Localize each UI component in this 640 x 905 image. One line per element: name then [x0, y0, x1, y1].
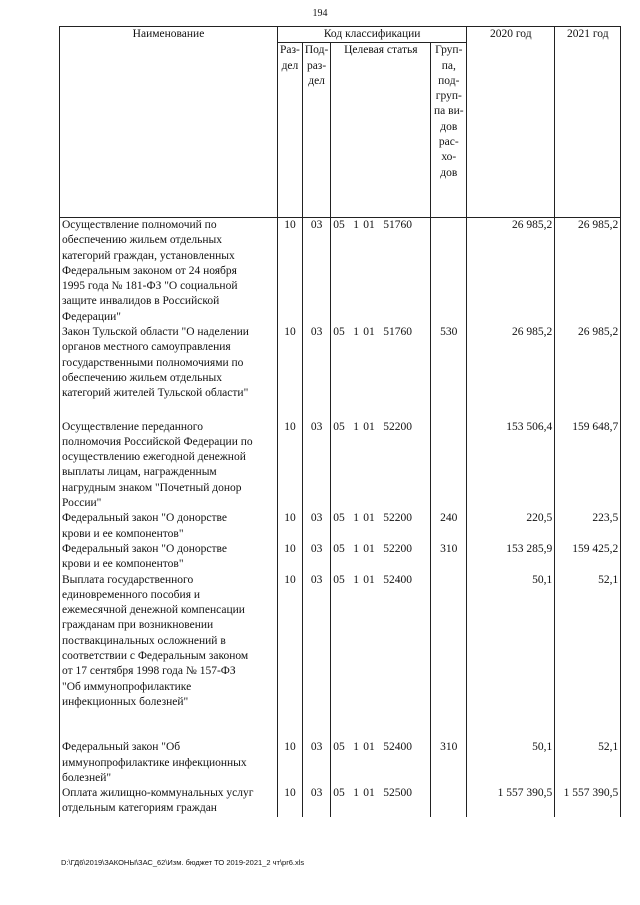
row-expense-group — [431, 420, 467, 512]
row-amount-2020: 153 285,9 — [467, 542, 555, 573]
row-name-line: отдельным категориям граждан — [62, 802, 217, 815]
target-article-part: 01 — [363, 219, 375, 231]
row-expense-group: 530 — [431, 325, 467, 419]
target-article-part: 05 — [333, 512, 345, 525]
row-name — [60, 740, 278, 786]
target-article-part: 52400 — [383, 573, 413, 586]
target-article-part: 51760 — [383, 326, 413, 339]
row-amount-2021: 223,5 — [555, 511, 621, 542]
row-name-line: России" — [62, 497, 102, 510]
row-name-line: категорий граждан, установленных — [62, 249, 235, 262]
table-row — [60, 786, 621, 817]
row-name — [60, 573, 278, 741]
row-amount-2021: 26 985,2 — [555, 218, 621, 326]
row-amount-2021: 1 557 390,5 — [555, 786, 621, 817]
row-name-line: единовременного пособия и — [62, 588, 201, 601]
target-article-part: 01 — [363, 741, 375, 754]
row-target-article — [331, 511, 431, 542]
row-name-line: нагрудным знаком "Почетный донор — [62, 481, 242, 494]
table-row — [60, 740, 621, 786]
row-name-line: полномочия Российской Федерации по — [62, 435, 253, 448]
header-section-line: Раз- — [280, 44, 300, 57]
row-name-line: Федеральный закон "О донорстве — [62, 542, 227, 555]
row-section: 10 — [278, 542, 303, 573]
row-expense-group — [431, 573, 467, 741]
target-article-part: 05 — [333, 573, 345, 586]
row-name-line: соответствии с Федеральным законом — [62, 650, 249, 663]
row-section: 10 — [278, 218, 303, 326]
row-expense-group: 240 — [431, 511, 467, 542]
header-year-2021: 2021 год — [555, 27, 621, 218]
row-target-article — [331, 325, 431, 419]
target-article-part: 01 — [363, 573, 375, 586]
target-article-part: 52200 — [383, 512, 413, 525]
header-group-line: хо- — [441, 151, 457, 164]
target-article-part: 01 — [363, 420, 375, 433]
row-subsection: 03 — [302, 573, 330, 741]
row-name-line: Федеральный закон "Об — [62, 741, 181, 754]
header-group-line: под- — [438, 74, 460, 87]
row-section: 10 — [278, 420, 303, 512]
row-name-line: поствакцинальных осложнений в — [62, 634, 226, 647]
header-group-line: дов — [440, 120, 458, 133]
header-year-2020: 2020 год — [467, 27, 555, 218]
row-name-line: Осуществление полномочий по — [62, 219, 217, 231]
row-section: 10 — [278, 786, 303, 817]
header-group-line: груп- — [435, 90, 462, 103]
row-subsection: 03 — [302, 740, 330, 786]
header-name: Наименование — [60, 27, 278, 218]
row-section: 10 — [278, 511, 303, 542]
row-name-line: Осуществление переданного — [62, 420, 203, 433]
target-article-part: 1 — [353, 542, 360, 555]
target-article-part: 05 — [333, 219, 345, 231]
page-number: 194 — [312, 8, 328, 19]
target-article-part: 05 — [333, 326, 345, 339]
row-name-line: осуществлению ежегодной денежной — [62, 451, 246, 464]
row-name — [60, 218, 278, 326]
target-article-part: 01 — [363, 512, 375, 525]
target-article-part: 05 — [333, 542, 345, 555]
row-name-line: гражданам при возникновении — [62, 619, 214, 632]
row-subsection: 03 — [302, 511, 330, 542]
target-article-part: 1 — [353, 573, 360, 586]
row-amount-2020: 1 557 390,5 — [467, 786, 555, 817]
row-amount-2020: 50,1 — [467, 573, 555, 741]
header-expense-group — [431, 43, 467, 218]
header-group-line: па ви- — [434, 105, 464, 118]
header-group-line: Груп- — [435, 44, 463, 57]
row-name-line: болезней" — [62, 771, 112, 784]
table-row — [60, 218, 621, 326]
header-section-line: дел — [281, 59, 299, 72]
row-name-line: Федеральный закон "О донорстве — [62, 512, 227, 525]
target-article-part: 1 — [353, 787, 360, 800]
header-group-line: па, — [441, 59, 456, 72]
row-name-line: Закон Тульской области "О наделении — [62, 326, 249, 339]
row-section: 10 — [278, 740, 303, 786]
row-subsection: 03 — [302, 786, 330, 817]
table-row — [60, 542, 621, 573]
row-name-line: иммунопрофилактике инфекционных — [62, 756, 247, 769]
target-article-part: 1 — [353, 219, 360, 231]
table-row — [60, 325, 621, 419]
row-name — [60, 542, 278, 573]
row-name — [60, 786, 278, 817]
row-amount-2020: 50,1 — [467, 740, 555, 786]
row-section: 10 — [278, 325, 303, 419]
row-name-line: выплаты лицам, награжденным — [62, 466, 217, 479]
target-article-part: 05 — [333, 741, 345, 754]
target-article-part: 1 — [353, 741, 360, 754]
header-subsection — [302, 43, 330, 218]
row-expense-group — [431, 218, 467, 326]
target-article-part: 51760 — [383, 219, 413, 231]
row-expense-group: 310 — [431, 740, 467, 786]
row-amount-2020: 26 985,2 — [467, 218, 555, 326]
target-article-part: 05 — [333, 420, 345, 433]
header-subsection-line: Под- — [304, 44, 329, 57]
row-name-line: Оплата жилищно-коммунальных услуг — [62, 787, 254, 800]
row-amount-2021: 26 985,2 — [555, 325, 621, 419]
row-target-article — [331, 420, 431, 512]
row-amount-2021: 159 648,7 — [555, 420, 621, 512]
row-target-article — [331, 218, 431, 326]
row-name-line: Выплата государственного — [62, 573, 194, 586]
target-article-part: 01 — [363, 787, 375, 800]
target-article-part: 01 — [363, 326, 375, 339]
row-name-line: защите инвалидов в Российской — [62, 295, 220, 308]
row-target-article — [331, 573, 431, 741]
target-article-part: 01 — [363, 542, 375, 555]
table-row — [60, 511, 621, 542]
header-group-line: дов — [440, 166, 458, 179]
row-target-article — [331, 786, 431, 817]
row-name-line: Федеральным законом от 24 ноября — [62, 264, 237, 277]
table-row — [60, 420, 621, 512]
row-name-line: 1995 года № 181-ФЗ "О социальной — [62, 280, 238, 293]
target-article-part: 1 — [353, 326, 360, 339]
header-target-article: Целевая статья — [331, 43, 431, 218]
row-expense-group — [431, 786, 467, 817]
row-section: 10 — [278, 573, 303, 741]
row-name-line: крови и ее компонентов" — [62, 527, 184, 540]
row-name-line: "Об иммунопрофилактике — [62, 680, 192, 693]
row-name-line: обеспечению жильем отдельных — [62, 371, 222, 384]
file-path-footer: D:\ГД6\2019\ЗАКОНЫ\ЗАС_62\Изм. бюджет ТО 2019-2021_2 чт\pr6.xls — [61, 858, 305, 867]
row-target-article — [331, 740, 431, 786]
header-classification: Код классификации — [278, 27, 467, 43]
row-amount-2021: 52,1 — [555, 740, 621, 786]
row-subsection: 03 — [302, 420, 330, 512]
row-subsection: 03 — [302, 542, 330, 573]
table-body — [60, 218, 621, 817]
row-amount-2020: 220,5 — [467, 511, 555, 542]
row-name — [60, 325, 278, 419]
row-name-line: Федерации" — [62, 310, 122, 323]
header-section — [278, 43, 303, 218]
target-article-part: 05 — [333, 787, 345, 800]
target-article-part: 1 — [353, 512, 360, 525]
target-article-part: 52200 — [383, 420, 413, 433]
row-name-line: органов местного самоуправления — [62, 341, 231, 354]
row-name-line: категорий жителей Тульской области" — [62, 387, 249, 400]
table-row — [60, 573, 621, 741]
row-amount-2021: 52,1 — [555, 573, 621, 741]
row-name — [60, 420, 278, 512]
row-amount-2020: 153 506,4 — [467, 420, 555, 512]
row-name-line: от 17 сентября 1998 года № 157-ФЗ — [62, 665, 236, 678]
row-expense-group: 310 — [431, 542, 467, 573]
header-row-1 — [60, 27, 621, 43]
budget-table — [59, 26, 621, 817]
header-subsection-line: дел — [308, 74, 325, 87]
row-amount-2020: 26 985,2 — [467, 325, 555, 419]
row-target-article — [331, 542, 431, 573]
target-article-part: 52500 — [383, 787, 413, 800]
row-subsection: 03 — [302, 325, 330, 419]
header-group-line: рас- — [438, 136, 459, 149]
target-article-part: 52200 — [383, 542, 413, 555]
target-article-part: 1 — [353, 420, 360, 433]
row-name-line: инфекционных болезней" — [62, 695, 189, 708]
header-subsection-line: раз- — [306, 59, 327, 72]
row-name-line: обеспечению жильем отдельных — [62, 234, 222, 247]
row-name-line: ежемесячной денежной компенсации — [62, 604, 245, 617]
row-name — [60, 511, 278, 542]
target-article-part: 52400 — [383, 741, 413, 754]
row-subsection: 03 — [302, 218, 330, 326]
row-name-line: государственными полномочиями по — [62, 356, 244, 369]
row-amount-2021: 159 425,2 — [555, 542, 621, 573]
row-name-line: крови и ее компонентов" — [62, 558, 184, 571]
